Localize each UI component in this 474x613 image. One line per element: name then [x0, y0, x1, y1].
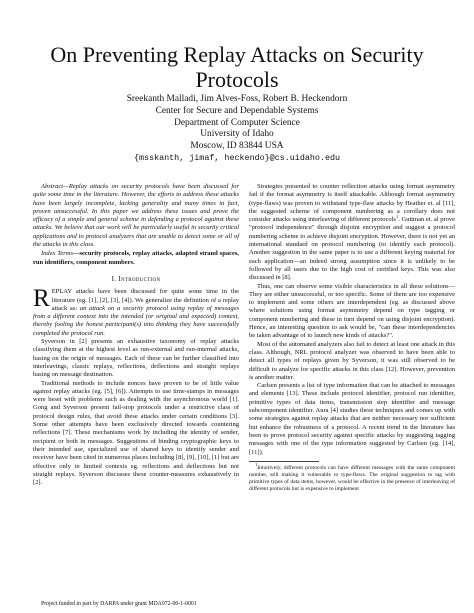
- author-names: Sreekanth Malladi, Jim Alves-Foss, Robert B. Heckendorn: [126, 94, 348, 104]
- right-column: [249, 183, 455, 492]
- footnote-marker: 1: [395, 214, 399, 220]
- right-paragraph-1-text: Strategies presented to counter reflection attacks using format asymmetry fail if the format asymmetry is itself attackable. Although format asymmetry (type-flaws) was proven to withstand type-flaw attacks by Heather et. al [11], the suggested scheme of component numbering as a corollary does not consider attacks using interleaving of different protocols: [249, 183, 455, 224]
- abstract: [33, 183, 239, 249]
- affiliation-address: Moscow, ID 83844 USA: [190, 141, 284, 152]
- right-paragraph-1: [249, 183, 455, 283]
- paper-title: [30, 42, 444, 92]
- abstract-body: Replay attacks on security protocols have been discussed for quite some time in the literature. However, the efforts to address these attacks have been largely incomplete, lacking generality and many times in fact, proven unsuccessful. In this paper we address these issues and prove the efficacy of a simple and general scheme in defending a protocol against these attacks. We believe that our work will be particularly useful in security critical applications and to protocol analyzers that are unable to detect some or all of the attacks in this class.: [33, 183, 239, 249]
- intro-paragraph-1-text: EPLAY attacks have been discussed for quite some time in the literature (eg. [1], [2], [3], [4]). We generalize the definition of a replay attack as:: [51, 288, 239, 312]
- author-block: [30, 94, 444, 165]
- intro-paragraph-3: Traditional methods to include nonces have proven to be of little value against replay attacks (eg. [5], [6]). Attempts to use time-stamps in messages were beset with problems such as dealing with the asynchronous world [1]. Gong and Syverson present fail-stop protocols under a restrictive class of protocol design rules, that avoid these attacks under certain conditions [3]. Some other attempts have been exclusively directed towards countering reflections [7]. These mechanisms work by including the identity of sender, recipient or both in messages. Suggestions of binding cryptographic keys to their intended use, specialized use of shared keys to identify sender and receiver have been cited in numerous places including [8], [9], [10], [1] but are effective only in limited contexts eg. reflections and deflections but not straight replays. Syverson discusses these counter-measures exhaustively in [2].: [33, 379, 239, 487]
- right-paragraph-2: Thus, one can observe some visible characteristics in all these solutions—They are either unsuccessful, or too specific. Some of them are too expensive to implement and some others are interdependent (eg. as discussed above where solutions using format asymmetry depend on type tagging or component numbering and these in turn depend on using disjoint encryption). Hence, an interesting question to ask would be, "can these interdependencies be taken advantage of to launch new kinds of attacks?".: [249, 282, 455, 340]
- right-paragraph-3: Most of the automated analyzers also fail to detect at least one attack in this class. Although, NRL protocol analyzer was observed to have been able to detect all types of replays given by Syverson, it was still observed to be difficult to analyze for specific attacks in this class [12]. However, prevention is another matter.: [249, 340, 455, 381]
- index-terms-label: Index Terms: [41, 250, 74, 258]
- footnote-rule: [249, 461, 319, 462]
- funding-note: Project funded in part by DARPA under grant MDA972-00-1-0001: [41, 601, 197, 607]
- author-emails: {msskanth, jimaf, heckendo}@cs.uidaho.edu: [133, 152, 341, 163]
- replay-attack-definition: an attack on a security protocol using replay of messages from a different context into the intended (or original and expected) context, thereby fooling the honest participant(s) into thinking they have successfully completed the protocol run.: [33, 304, 239, 337]
- title-line-1: On Preventing Replay Attacks on Security: [50, 42, 424, 67]
- intro-paragraph-1: [33, 285, 239, 338]
- index-terms-body: —security protocols, replay attacks, adapted strand spaces, run identifiers, component numbers.: [33, 250, 239, 266]
- drop-cap: R: [33, 285, 50, 313]
- index-terms: [33, 250, 239, 267]
- affiliation-university: University of Idaho: [200, 129, 274, 140]
- right-paragraph-4: Carlsen presents a list of type information that can be attached to messages and elements [13]. These include protocol identifier, protocol run identifier, primitive types of data items, transmission step identifier and message subcomponent identifier. Aura [4] studies these techniques and comes up with some strategies against replay attacks that are neither necessary nor sufficient but enhance the robustness of a protocol. A recent trend in the literature has been to prove protocol security against specific attacks by suggesting tagging messages with one of the type information suggested by Carlsen (eg. [14], [11]).: [249, 382, 455, 456]
- affiliation-center: Center for Secure and Dependable Systems: [155, 105, 319, 116]
- intro-paragraph-2: Syverson in [2] presents an exhaustive taxonomy of replay attacks classifying them at the highest level as run-external and run-internal attacks, basing on the origin of messages. Each of these can be further classified into interleavings, classic replays, reflections, deflections and straight replays basing on message destination.: [33, 338, 239, 379]
- abstract-label: Abstract—: [41, 183, 69, 190]
- footnote-number: 1: [255, 461, 258, 467]
- affiliation-department: Department of Computer Science: [174, 117, 300, 128]
- footnote: [249, 461, 455, 493]
- section-heading: I. Introduction: [111, 274, 161, 283]
- title-line-2: Protocols: [195, 67, 279, 92]
- right-paragraph-1-tail: . Guttman et. al prove "protocol independence" through disjoint encryption and suggest a protocol numbering scheme to achieve disjoint encryption. However, there is not yet an international standard on protocol numbering (to identify each protocol). Another suggestion in the same paper is to use a different keying material for each application—an indeed strong assumption since it is unlikely to be followed by all users due to the high cost of certified keys. This was also discussed in [8].: [249, 216, 455, 282]
- left-column: [33, 183, 239, 487]
- footnote-text: Intuitively, different protocols can have different messages with the same component number, still making it vulnerable to type-flaws. The original suggestion to tag with primitive types of data items, however, would be effective in the presence of interleaving of different protocols but is expensive to implement: [249, 464, 455, 492]
